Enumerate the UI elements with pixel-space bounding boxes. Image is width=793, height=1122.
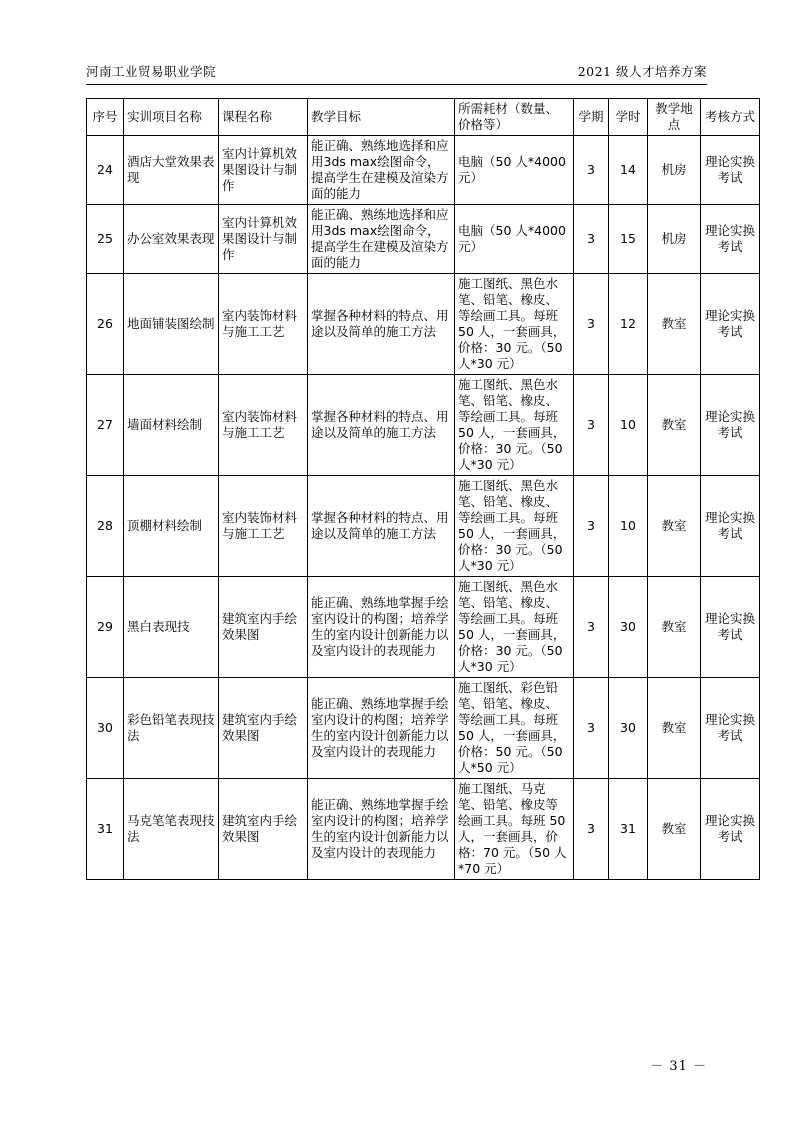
- cell-exam: 理论实换考试: [701, 476, 760, 577]
- column-header-goal: 教学目标: [308, 99, 455, 136]
- cell-hours: 31: [609, 779, 648, 880]
- table-row: [87, 375, 760, 476]
- cell-material: 施工图纸、黑色水笔、铅笔、橡皮、等绘画工具。每班50 人，一套画具，价格：30 元。（50 人*30 元）: [455, 375, 574, 476]
- cell-no: 30: [87, 678, 124, 779]
- cell-no: 28: [87, 476, 124, 577]
- column-header-exam: 考核方式: [701, 99, 760, 136]
- table-row: [87, 476, 760, 577]
- cell-exam: 理论实换考试: [701, 779, 760, 880]
- cell-project: 顶棚材料绘制: [124, 476, 219, 577]
- cell-material: 施工图纸、马克笔、铅笔、橡皮等绘画工具。每班 50 人，一套画具，价格：70 元。（50 人*70 元）: [455, 779, 574, 880]
- cell-term: 3: [574, 136, 609, 205]
- cell-exam: 理论实换考试: [701, 136, 760, 205]
- cell-place: 教室: [648, 577, 701, 678]
- cell-course: 建筑室内手绘效果图: [219, 779, 308, 880]
- training-projects-table: [86, 98, 760, 880]
- cell-goal: 能正确、熟练地选择和应用3ds max绘图命令，提高学生在建模及渲染方面的能力: [308, 136, 455, 205]
- column-header-project: 实训项目名称: [124, 99, 219, 136]
- cell-hours: 10: [609, 476, 648, 577]
- cell-place: 教室: [648, 678, 701, 779]
- cell-hours: 12: [609, 274, 648, 375]
- cell-exam: 理论实换考试: [701, 678, 760, 779]
- cell-exam: 理论实换考试: [701, 375, 760, 476]
- cell-course: 建筑室内手绘效果图: [219, 678, 308, 779]
- table-header-row: [87, 99, 760, 136]
- cell-project: 墙面材料绘制: [124, 375, 219, 476]
- cell-course: 室内装饰材料与施工工艺: [219, 274, 308, 375]
- cell-no: 27: [87, 375, 124, 476]
- header-document-title: 2021 级人才培养方案: [577, 64, 707, 79]
- cell-term: 3: [574, 678, 609, 779]
- cell-hours: 30: [609, 678, 648, 779]
- cell-place: 教室: [648, 274, 701, 375]
- cell-goal: 掌握各种材料的特点、用途以及简单的施工方法: [308, 274, 455, 375]
- cell-no: 29: [87, 577, 124, 678]
- cell-goal: 能正确、熟练地选择和应用3ds max绘图命令，提高学生在建模及渲染方面的能力: [308, 205, 455, 274]
- cell-material: 电脑（50 人*4000 元）: [455, 136, 574, 205]
- page-number: － 31 －: [650, 1059, 707, 1074]
- column-header-material: 所需耗材（数量、价格等）: [455, 99, 574, 136]
- cell-course: 室内计算机效果图设计与制作: [219, 205, 308, 274]
- header-institution: 河南工业贸易职业学院: [86, 64, 217, 79]
- cell-term: 3: [574, 476, 609, 577]
- cell-project: 马克笔笔表现技法: [124, 779, 219, 880]
- table-body: [87, 136, 760, 880]
- cell-project: 地面铺装图绘制: [124, 274, 219, 375]
- cell-course: 室内装饰材料与施工工艺: [219, 476, 308, 577]
- cell-exam: 理论实换考试: [701, 274, 760, 375]
- cell-term: 3: [574, 779, 609, 880]
- cell-hours: 10: [609, 375, 648, 476]
- cell-hours: 14: [609, 136, 648, 205]
- table-row: [87, 678, 760, 779]
- cell-goal: 掌握各种材料的特点、用途以及简单的施工方法: [308, 375, 455, 476]
- page-header: [86, 62, 707, 85]
- table-row: [87, 779, 760, 880]
- table-row: [87, 274, 760, 375]
- column-header-no: 序号: [87, 99, 124, 136]
- cell-goal: 能正确、熟练地掌握手绘室内设计的构图；培养学生的室内设计创新能力以及室内设计的表现能力: [308, 678, 455, 779]
- cell-material: 施工图纸、彩色铅笔、铅笔、橡皮、等绘画工具。每班50 人，一套画具，价格：50 元。（50 人*50 元）: [455, 678, 574, 779]
- cell-material: 电脑（50 人*4000 元）: [455, 205, 574, 274]
- cell-exam: 理论实换考试: [701, 577, 760, 678]
- cell-project: 酒店大堂效果表现: [124, 136, 219, 205]
- cell-term: 3: [574, 577, 609, 678]
- cell-place: 教室: [648, 375, 701, 476]
- cell-term: 3: [574, 274, 609, 375]
- column-header-place: 教学地点: [648, 99, 701, 136]
- table-row: [87, 205, 760, 274]
- cell-course: 室内计算机效果图设计与制作: [219, 136, 308, 205]
- cell-project: 黑白表现技: [124, 577, 219, 678]
- cell-project: 办公室效果表现: [124, 205, 219, 274]
- cell-no: 25: [87, 205, 124, 274]
- cell-term: 3: [574, 375, 609, 476]
- cell-goal: 掌握各种材料的特点、用途以及简单的施工方法: [308, 476, 455, 577]
- column-header-term: 学期: [574, 99, 609, 136]
- table-row: [87, 136, 760, 205]
- cell-goal: 能正确、熟练地掌握手绘室内设计的构图；培养学生的室内设计创新能力以及室内设计的表现能力: [308, 577, 455, 678]
- table-head: [87, 99, 760, 136]
- column-header-course: 课程名称: [219, 99, 308, 136]
- cell-place: 机房: [648, 136, 701, 205]
- cell-term: 3: [574, 205, 609, 274]
- cell-course: 建筑室内手绘效果图: [219, 577, 308, 678]
- cell-material: 施工图纸、黑色水笔、铅笔、橡皮、等绘画工具。每班50 人，一套画具，价格：30 元。（50 人*30 元）: [455, 476, 574, 577]
- cell-hours: 15: [609, 205, 648, 274]
- cell-goal: 能正确、熟练地掌握手绘室内设计的构图；培养学生的室内设计创新能力以及室内设计的表现能力: [308, 779, 455, 880]
- cell-material: 施工图纸、黑色水笔、铅笔、橡皮、等绘画工具。每班50 人，一套画具，价格：30 元。（50 人*30 元）: [455, 577, 574, 678]
- cell-place: 机房: [648, 205, 701, 274]
- cell-course: 室内装饰材料与施工工艺: [219, 375, 308, 476]
- cell-project: 彩色铅笔表现技法: [124, 678, 219, 779]
- cell-material: 施工图纸、黑色水笔、铅笔、橡皮、等绘画工具。每班50 人，一套画具，价格：30 元。（50 人*30 元）: [455, 274, 574, 375]
- cell-exam: 理论实换考试: [701, 205, 760, 274]
- table-row: [87, 577, 760, 678]
- cell-place: 教室: [648, 476, 701, 577]
- cell-no: 31: [87, 779, 124, 880]
- cell-place: 教室: [648, 779, 701, 880]
- cell-no: 24: [87, 136, 124, 205]
- column-header-hours: 学时: [609, 99, 648, 136]
- cell-hours: 30: [609, 577, 648, 678]
- cell-no: 26: [87, 274, 124, 375]
